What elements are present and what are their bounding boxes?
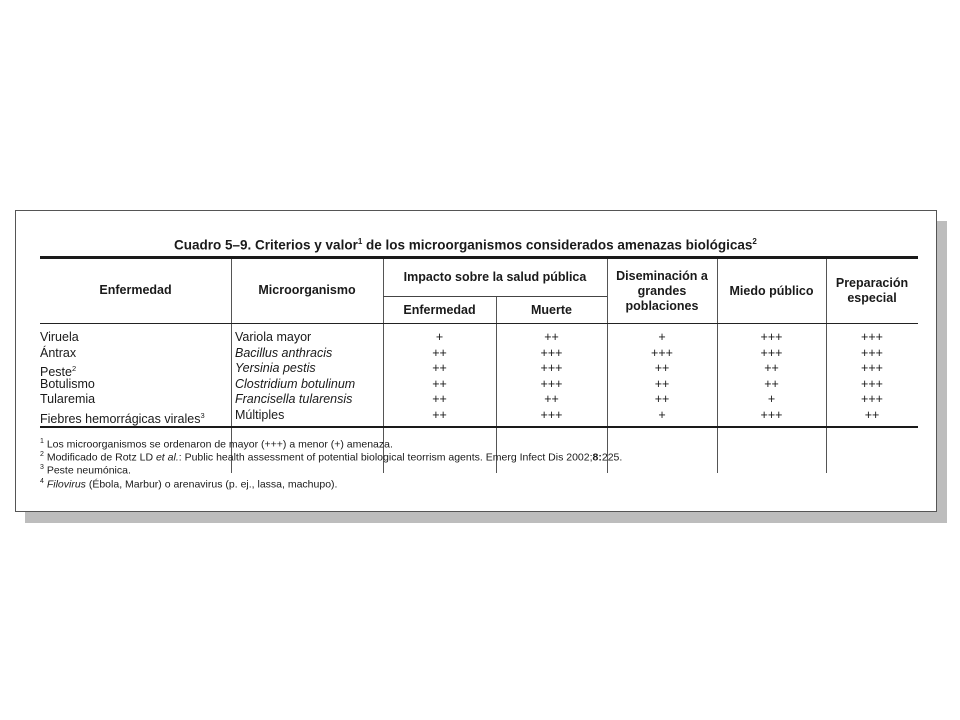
disease-cell: Viruela <box>40 330 79 344</box>
disease-cell: Tularemia <box>40 392 96 406</box>
scanned-table-image <box>15 210 937 512</box>
header-preparacion: Preparación especial <box>835 276 909 305</box>
rating-preparacion-cell: +++ <box>861 330 883 344</box>
organism-cell: Yersinia pestis <box>235 361 316 375</box>
rating-preparacion-cell: +++ <box>861 361 883 375</box>
disease-cell: Peste$^2$ <box>40 364 77 380</box>
rating-miedo-cell: ++ <box>764 376 779 391</box>
rating-preparacion-cell: +++ <box>861 376 883 391</box>
rating-muerte-cell: +++ <box>540 376 563 391</box>
rating-diseminacion-cell: + <box>658 330 666 344</box>
header-impacto: Impacto sobre la salud pública <box>403 270 587 284</box>
rating-miedo-cell: +++ <box>760 345 783 360</box>
rating-enfermedad-cell: ++ <box>432 361 447 375</box>
table-title: Cuadro 5–9. Criterios y valor$^1$ de los microorganismos considerados amenazas biológicas$^2$ <box>174 237 757 253</box>
rating-diseminacion-cell: + <box>658 407 666 422</box>
rating-muerte-cell: +++ <box>540 361 563 375</box>
disease-cell: Ántrax <box>40 345 77 360</box>
rating-preparacion-cell: ++ <box>864 407 880 422</box>
header-miedo: Miedo público <box>729 283 814 298</box>
rating-diseminacion-cell: ++ <box>654 376 670 391</box>
disease-cell: Fiebres hemorrágicas virales$^3$ <box>40 410 205 426</box>
rating-muerte-cell: +++ <box>540 407 563 422</box>
rating-enfermedad-cell: ++ <box>432 376 447 391</box>
header-bottom-rule <box>40 323 918 324</box>
rating-enfermedad-cell: ++ <box>432 407 447 422</box>
rating-diseminacion-cell: ++ <box>654 361 670 375</box>
disease-cell: Botulismo <box>40 376 95 391</box>
bottom-rule <box>40 426 918 428</box>
rating-miedo-cell: +++ <box>760 407 783 422</box>
rating-diseminacion-cell: ++ <box>654 392 670 406</box>
header-diseminacion: Diseminación a grandes poblaciones <box>616 268 708 313</box>
organism-cell: Bacillus anthracis <box>235 345 333 360</box>
rating-enfermedad-cell: ++ <box>432 392 447 406</box>
rating-miedo-cell: ++ <box>764 361 779 375</box>
rating-preparacion-cell: +++ <box>861 392 883 406</box>
organism-cell: Variola mayor <box>235 330 312 344</box>
organism-cell: Clostridium botulinum <box>235 376 356 391</box>
rating-enfermedad-cell: ++ <box>432 345 447 360</box>
header-enfermedad: Enfermedad <box>99 282 172 297</box>
rating-miedo-cell: + <box>767 392 776 406</box>
header-impacto-muerte: Muerte <box>531 302 572 317</box>
rating-muerte-cell: ++ <box>544 330 559 344</box>
rating-enfermedad-cell: + <box>435 330 444 344</box>
rating-diseminacion-cell: +++ <box>651 345 673 360</box>
footnote-3: $^3$ Peste neumónica. <box>40 464 131 477</box>
organism-cell: Francisella tularensis <box>235 392 353 406</box>
footnote-2: $^2$ Modificado de Rotz LD et al.: Public health assessment of potential biological teorrism agents. Emerg Infect Dis 2002;8:225. <box>40 451 623 464</box>
header-impacto-enfermedad: Enfermedad <box>403 302 476 317</box>
footnote-4: $^4$ Filovirus (Ébola, Marbur) o arenavirus (p. ej., lassa, machupo). <box>40 478 338 491</box>
rating-miedo-cell: +++ <box>760 330 783 344</box>
footnote-1: $^1$ Los microorganismos se ordenaron de mayor (+++) a menor (+) amenaza. <box>40 438 393 451</box>
rating-muerte-cell: +++ <box>540 345 563 360</box>
rating-preparacion-cell: +++ <box>861 345 883 360</box>
rating-muerte-cell: ++ <box>544 392 559 406</box>
header-microorganismo: Microorganismo <box>258 282 356 297</box>
organism-cell: Múltiples <box>235 407 285 422</box>
